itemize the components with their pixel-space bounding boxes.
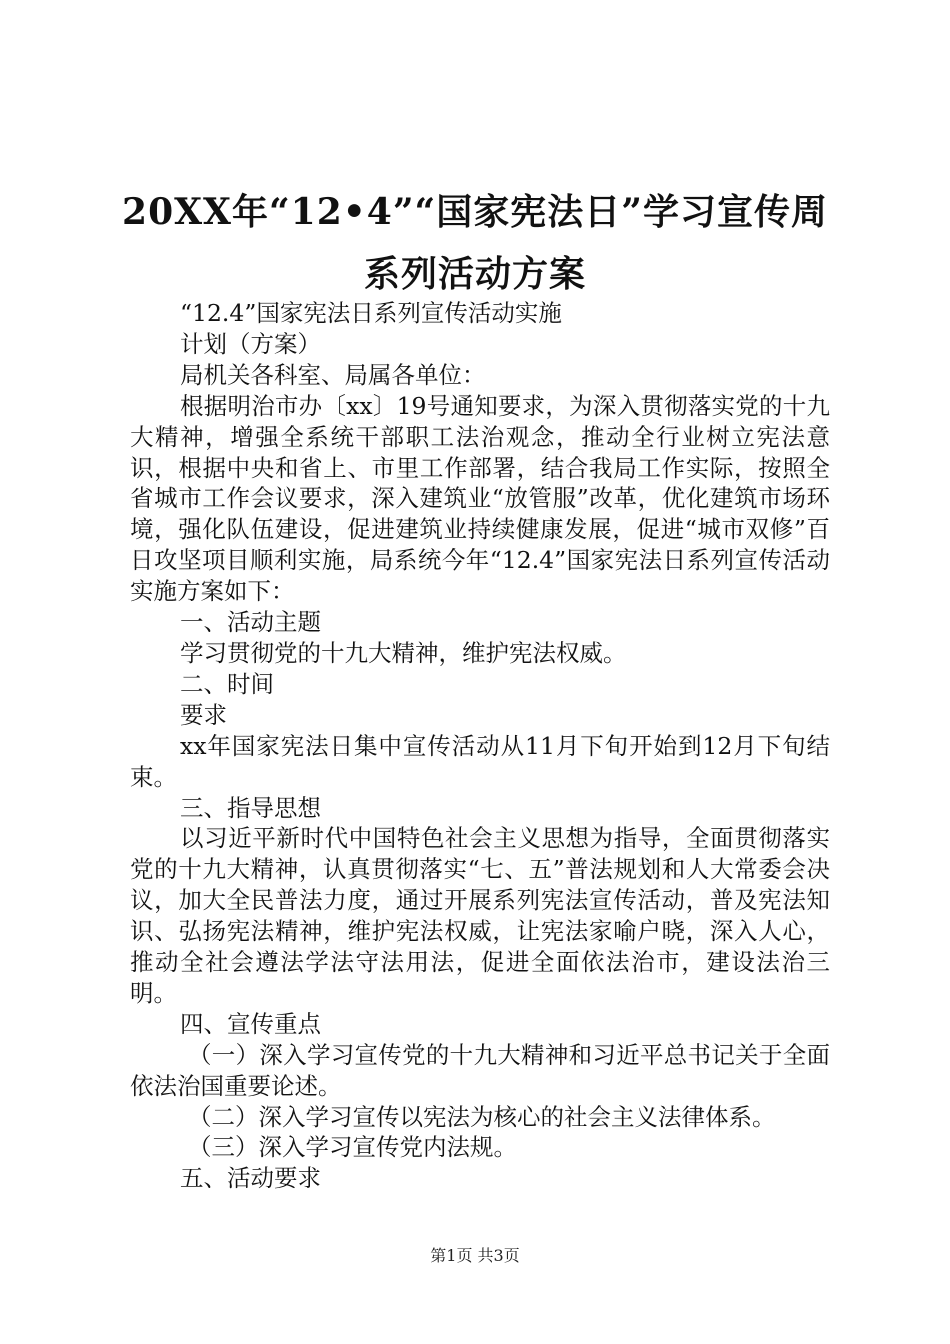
section-subheading-requirements: 要求 [180, 700, 227, 729]
document-body [130, 298, 830, 1194]
focus-item-1: （一）深入学习宣传党的十九大精神和习近平总书记关于全面依法治国重要论述。 [130, 1040, 830, 1100]
focus-item-2: （二）深入学习宣传以宪法为核心的社会主义法律体系。 [188, 1102, 776, 1131]
theme-paragraph: 学习贯彻党的十九大精神，维护宪法权威。 [180, 638, 627, 667]
section-heading-theme: 一、活动主题 [180, 608, 321, 637]
page-number-footer: 第1页 共3页 [430, 1246, 520, 1265]
subtitle-line-1: “12.4”国家宪法日系列宣传活动实施 [180, 299, 562, 327]
document-title-line-1: 20XX年“12•4”“国家宪法日”学习宣传周 [122, 191, 828, 233]
section-heading-activity-requirements: 五、活动要求 [180, 1164, 321, 1193]
section-heading-time: 二、时间 [180, 669, 274, 698]
focus-item-3: （三）深入学习宣传党内法规。 [188, 1133, 517, 1162]
subtitle-line-2: 计划（方案） [180, 329, 321, 358]
section-heading-focus: 四、宣传重点 [180, 1009, 321, 1038]
document-title-line-2: 系列活动方案 [363, 253, 586, 295]
section-heading-guiding-thought: 三、指导思想 [180, 793, 321, 822]
guiding-thought-paragraph: 以习近平新时代中国特色社会主义思想为指导，全面贯彻落实党的十九大精神，认真贯彻落实“七、五”普法规划和人大常委会决议，加大全民普法力度，通过开展系列宪法宣传活动，普及宪法知识、弘扬宪法精神，维护宪法权威，让宪法家喻户晓，深入人心，推动全社会遵法学法守法用法，促进全面依法治市，建设法治三明。 [130, 824, 830, 1007]
salutation: 局机关各科室、局属各单位： [180, 360, 486, 389]
time-paragraph: xx年国家宪法日集中宣传活动从11月下旬开始到12月下旬结束。 [130, 731, 830, 791]
intro-paragraph: 根据明治市办〔xx〕19号通知要求，为深入贯彻落实党的十九大精神，增强全系统干部职工法治观念，推动全行业树立宪法意识，根据中央和省上、市里工作部署，结合我局工作实际，按照全省城市工作会议要求，深入建筑业“放管服”改革，优化建筑市场环境，强化队伍建设，促进建筑业持续健康发展，促进“城市双修”百日攻坚项目顺利实施，局系统今年“12.4”国家宪法日系列宣传活动实施方案如下： [130, 391, 830, 606]
